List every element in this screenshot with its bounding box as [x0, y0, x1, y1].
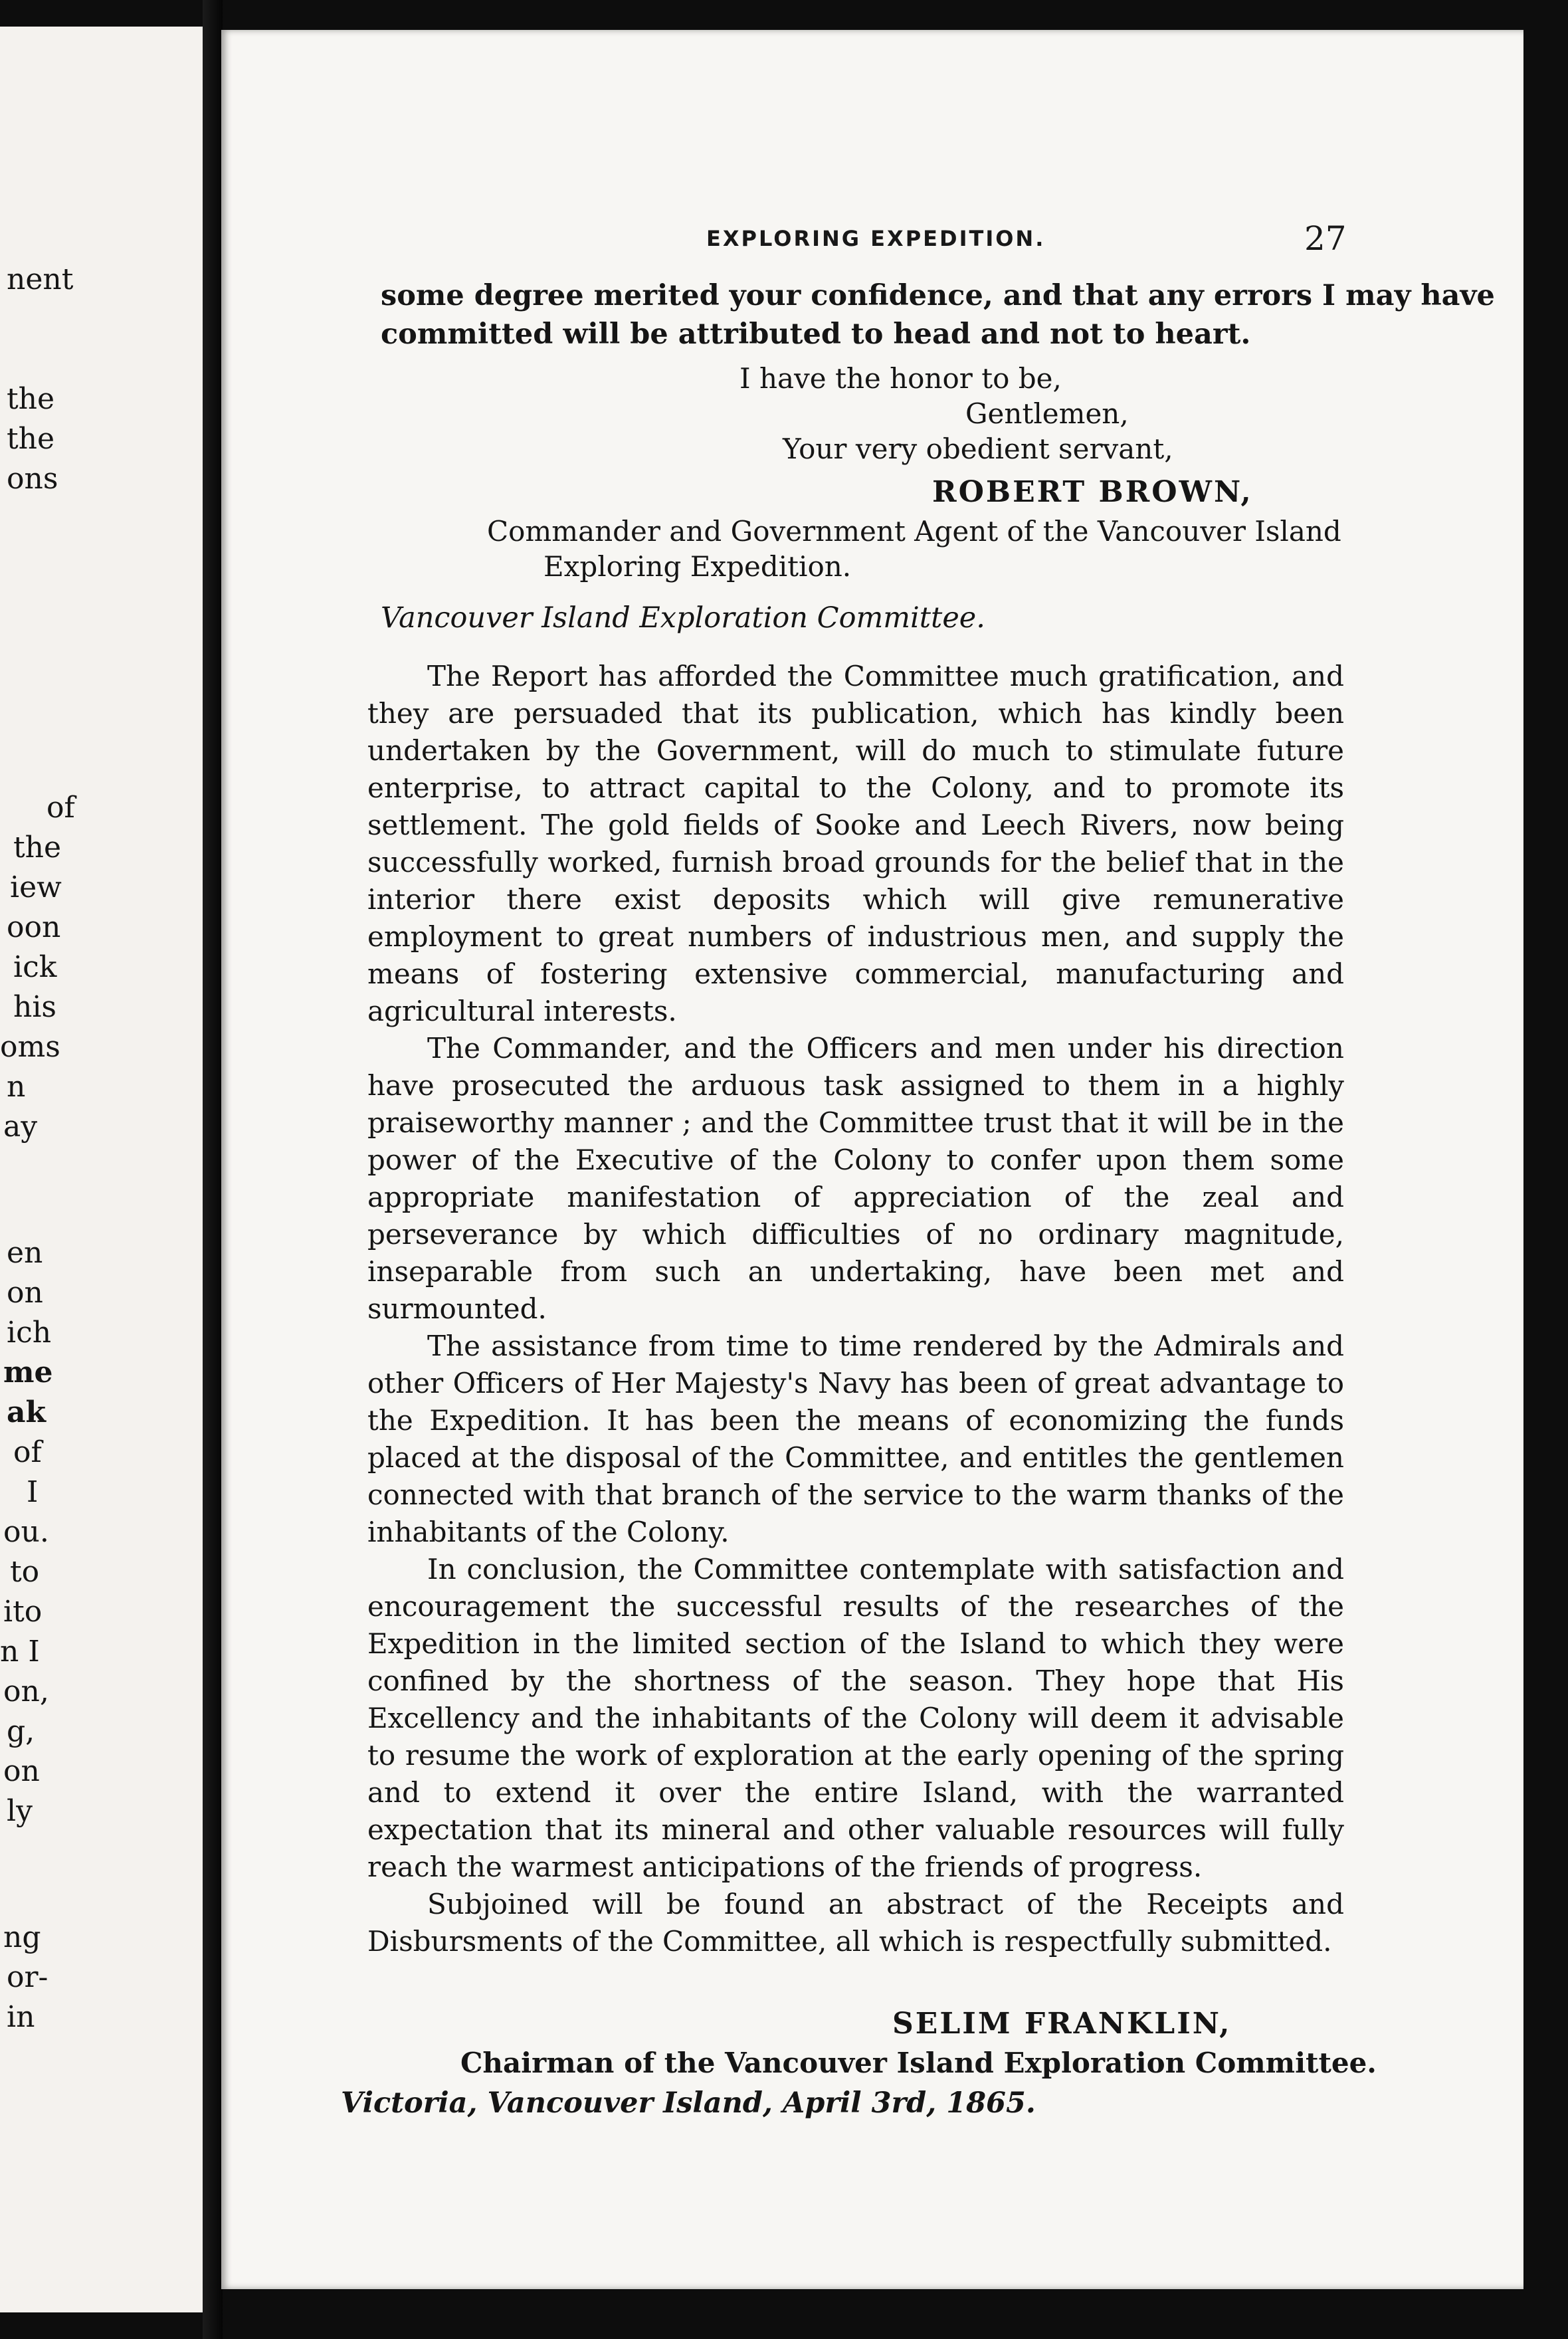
- left-fragment: oms: [0, 1030, 60, 1064]
- chairman-title: Chairman of the Vancouver Island Exploration Committee.: [460, 2047, 1377, 2079]
- left-fragment: on,: [3, 1675, 49, 1708]
- left-fragment: or-: [7, 1960, 49, 1994]
- left-fragment: ons: [7, 462, 58, 496]
- left-fragment: the: [7, 382, 55, 416]
- left-fragment: the: [7, 422, 55, 456]
- commander-title-line-1: Commander and Government Agent of the Vancouver Island: [487, 515, 1341, 548]
- left-fragment: of: [13, 1435, 42, 1469]
- left-fragment: g,: [7, 1714, 35, 1748]
- left-fragment: iew: [10, 870, 62, 904]
- signature-selim-franklin: SELIM FRANKLIN,: [892, 2007, 1232, 2041]
- left-fragment: ito: [3, 1595, 43, 1629]
- left-fragment: ng: [3, 1920, 41, 1954]
- left-fragment: ich: [7, 1316, 52, 1350]
- dateline: Victoria, Vancouver Island, April 3rd, 1865.: [341, 2086, 1036, 2120]
- left-fragment: ick: [13, 950, 57, 984]
- signature-robert-brown: ROBERT BROWN,: [932, 475, 1253, 509]
- left-fragment: n: [7, 1070, 26, 1104]
- left-fragment: ly: [7, 1794, 33, 1828]
- paragraph-abstract: Subjoined will be found an abstract of the Receipts and Disbursments of the Committee, all which is respectfully submitted.: [367, 1888, 1344, 1958]
- report-body: [367, 658, 1344, 1960]
- right-page: [221, 30, 1523, 2289]
- left-fragment: oon: [7, 910, 61, 944]
- left-fragment: on: [7, 1276, 43, 1310]
- opening-line-1: some degree merited your confidence, and that any errors I may have: [381, 279, 1495, 312]
- closing-servant: Your very obedient servant,: [783, 433, 1173, 465]
- page-number: 27: [1304, 219, 1347, 258]
- paragraph-commander: The Commander, and the Officers and men under his direction have prosecuted the arduous task assigned to them in a highly praiseworthy manner ; and the Committee trust that it will be in the power of the Executive of the Colony to confer upon them some appropriate manifestation of appreciation of the zeal and perseverance by which difficulties of no ordinary magnitude, inseparable from such an undertaking, have been met and surmounted.: [367, 1032, 1344, 1325]
- closing-gentlemen: Gentlemen,: [965, 397, 1129, 430]
- closing-salutation: I have the honor to be,: [739, 362, 1062, 395]
- left-fragment: in: [7, 2000, 35, 2034]
- paragraph-report: The Report has afforded the Committee much gratification, and they are persuaded that its publication, which has kindly been undertaken by the Government, will do much to stimulate future enterprise, to attract capital to the Colony, and to promote its settlement. The gold fields of Sooke and Leech Rivers, now being successfully worked, furnish broad grounds for the belief that in the interior there exist deposits which will give remunerative employment to great numbers of industrious men, and supply the means of fostering extensive commercial, manufacturing and agricultural interests.: [367, 660, 1344, 1027]
- committee-heading: Vancouver Island Exploration Committee.: [381, 601, 985, 635]
- left-fragment: nent: [7, 262, 74, 296]
- commander-title-line-2: Exploring Expedition.: [543, 550, 852, 583]
- left-fragment: ak: [7, 1395, 46, 1429]
- book-gutter-shadow: [203, 0, 223, 2339]
- running-header: EXPLORING EXPEDITION.: [706, 226, 1046, 251]
- left-fragment: on: [3, 1754, 40, 1788]
- left-fragment: I: [27, 1475, 39, 1509]
- paragraph-conclusion: In conclusion, the Committee contemplate with satisfaction and encouragement the successful results of the researches of the Expedition in the limited section of the Island to which they were confined by the shortness of the season. They hope that His Excellency and the inhabitants of the Colony will deem it advisable to resume the work of exploration at the early opening of the spring and to extend it over the entire Island, with the warranted expectation that its mineral and other valuable resources will fully reach the warmest anticipations of the friends of progress.: [367, 1553, 1344, 1883]
- left-fragment: n I: [0, 1635, 40, 1669]
- left-fragment: to: [10, 1555, 40, 1589]
- opening-line-2: committed will be attributed to head and not to heart.: [381, 318, 1251, 351]
- left-page-fragment: [0, 27, 203, 2312]
- paragraph-navy-assistance: The assistance from time to time rendered by the Admirals and other Officers of Her Majesty's Navy has been of great advantage to the Expedition. It has been the means of economizing the funds placed at the disposal of the Committee, and entitles the gentlemen connected with that branch of the service to the warm thanks of the inhabitants of the Colony.: [367, 1330, 1344, 1548]
- left-fragment: his: [13, 990, 56, 1024]
- left-fragment: me: [3, 1356, 53, 1389]
- left-fragment: ou.: [3, 1515, 49, 1549]
- left-fragment: the: [13, 831, 62, 864]
- left-fragment: ay: [3, 1110, 38, 1144]
- left-fragment: of: [47, 791, 75, 825]
- left-fragment: en: [7, 1236, 43, 1270]
